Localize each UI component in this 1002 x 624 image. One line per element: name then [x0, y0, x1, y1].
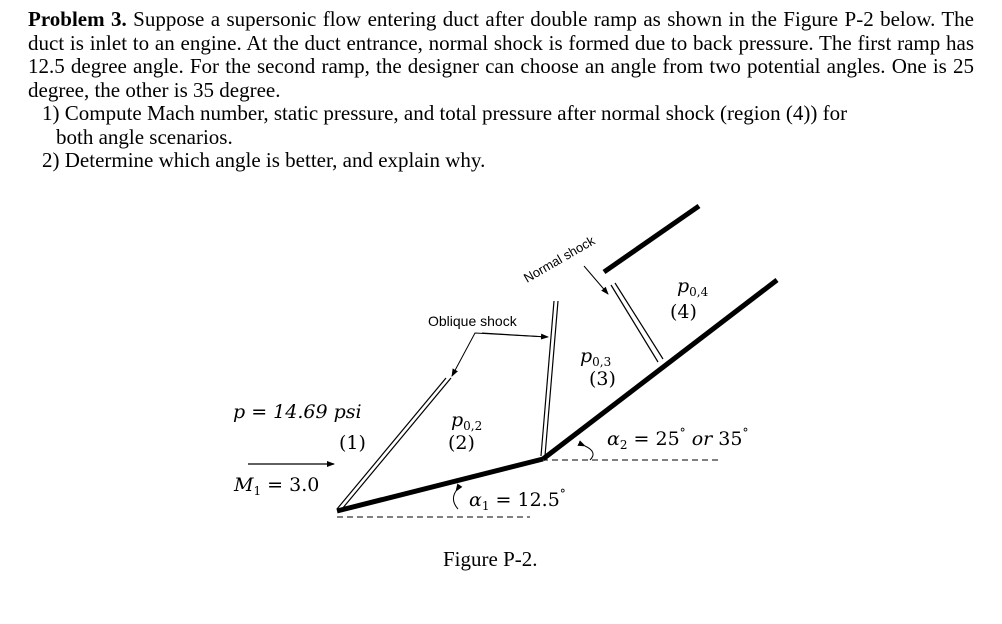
region-4-label: (4): [670, 301, 697, 323]
question-2: 2) Determine which angle is better, and explain why.: [42, 148, 486, 172]
problem-intro: Suppose a supersonic flow entering duct after double ramp as shown in the Figure P-2 below. The duct is inlet to an engine. At the duct entrance, normal shock is formed due to back pressure. The first ramp has 12.5 degree angle. For the second ramp, the designer can choose an angle from two potential angles. One is 25 degree, the other is 35 degree.: [28, 7, 974, 102]
alpha2-label: $\alpha_2 = 25^\circ$ or 35°: [607, 426, 749, 452]
duct-cowl-wall: [604, 206, 699, 272]
p03-label: $p_{0,3}$: [580, 345, 612, 369]
question-1-line-2: both angle scenarios.: [56, 124, 233, 149]
region-1-label: (1): [339, 432, 366, 454]
oblique-shock-arrow: [452, 333, 547, 376]
problem-title: Problem 3.: [28, 7, 127, 31]
region-2-label: (2): [448, 432, 475, 454]
oblique-shock-arrow-2: [482, 333, 548, 337]
oblique-shock-2: [541, 301, 558, 456]
p02-label: $p_{0,2}$: [451, 409, 483, 433]
p-freestream-label: p = 14.69 psi: [233, 401, 362, 423]
oblique-shock-label: Oblique shock: [428, 313, 517, 329]
normal-shock: [611, 283, 663, 362]
normal-shock-label: Normal shock: [521, 232, 598, 286]
question-1-line-1: 1) Compute Mach number, static pressure, and total pressure after normal shock (region (4)) for: [42, 101, 848, 125]
alpha1-angle-arc: [453, 491, 458, 509]
p04-label: $p_{0,4}$: [677, 275, 709, 299]
alpha2-angle-arc: [585, 446, 593, 460]
region-3-label: (3): [589, 368, 616, 390]
mach-1-label: $M_1 = 3.0$: [234, 474, 320, 498]
alpha1-label: $\alpha_1 = 12.5^\circ$: [469, 487, 566, 513]
figure-caption: Figure P-2.: [443, 547, 538, 571]
